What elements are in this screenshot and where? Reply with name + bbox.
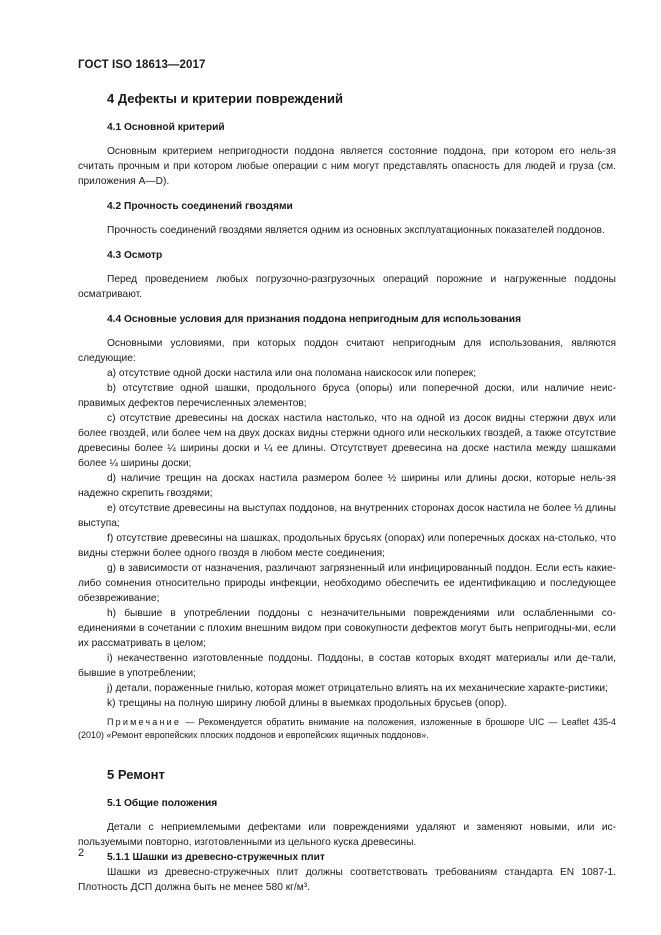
section-5-1-1-text: Шашки из древесно-стружечных плит должны соответствовать требованиям стандарта EN 1087-1. Плотность ДСП должна быть не менее 580 кг/м³. <box>78 867 616 893</box>
section-4-2-text: Прочность соединений гвоздями является одним из основных эксплуатационных показателей поддонов. <box>107 225 605 236</box>
section-4-4-intro: Основными условиями, при которых поддон считают непригодным для использования, являются следующие: <box>78 338 616 364</box>
section-4-3-title: 4.3 Осмотр <box>107 250 163 261</box>
list-item-e: e) отсутствие древесины на выступах поддонов, на внутренних сторонах досок настила не более ⅓ длины выступа; <box>78 503 616 529</box>
note <box>78 716 616 742</box>
section-4-1 <box>78 120 616 189</box>
section-5-1-title: 5.1 Общие положения <box>107 798 218 809</box>
list-item-i: i) некачественно изготовленные поддоны. Поддоны, в состав которых входят материалы или де-тали, бывшие в употреблении; <box>78 653 616 679</box>
section-4-title: 4 Дефекты и критерии повреждений <box>107 91 344 106</box>
page-number: 2 <box>78 847 85 859</box>
section-4-1-text: Основным критерием непригодности поддона является состояние поддона, при котором его нель-зя считать прочным и при котором любые операции с ним могут представлять опасность для людей и груза (см. приложения A—D). <box>78 146 616 187</box>
page-content <box>78 90 616 895</box>
section-4-3 <box>78 248 616 302</box>
list-item-j: j) детали, пораженные гнилью, которая может отрицательно влиять на их механические характе-ристики; <box>107 683 608 694</box>
section-5-1 <box>78 796 616 850</box>
list-item-a: a) отсутствие одной доски настила или она поломана наискосок или поперек; <box>107 368 477 379</box>
section-4-4 <box>78 312 616 742</box>
section-4-1-title: 4.1 Основной критерий <box>107 122 225 133</box>
note-text: — Рекомендуется обратить внимание на положения, изложенные в брошюре UIC — Leaflet 435-4 (2010) «Ремонт европейских плоских поддонов и европейских ящичных поддонов». <box>78 717 616 740</box>
section-5-1-1 <box>78 850 616 895</box>
section-5-title: 5 Ремонт <box>107 767 165 782</box>
section-5-1-text: Детали с неприемлемыми дефектами или повреждениями удаляют и заменяют новыми, или ис-пользуемыми повторно, изготовленными из цельного куска древесины. <box>78 822 616 848</box>
section-4-2 <box>78 199 616 238</box>
section-4-2-title: 4.2 Прочность соединений гвоздями <box>107 201 293 212</box>
list-item-g: g) в зависимости от назначения, различают загрязненный или инфицированный поддон. Если есть какие-либо сомнения относительно природы инфекции, необходимо обеспечить ее идентификацию и последующее обезвреживание; <box>78 563 616 604</box>
list-item-f: f) отсутствие древесины на шашках, продольных брусьях (опорах) или поперечных досках на-столько, что видны стержни более одного гвоздя в любом месте соединения; <box>78 533 616 559</box>
section-4-4-title: 4.4 Основные условия для признания поддона непригодным для использования <box>107 314 522 325</box>
list-item-c: c) отсутствие древесины на досках настила настолько, что на одной из досок видны стержни двух или более гвоздей, или более чем на двух досках видны стержни одного или нескольких гвоздей, а также отсутствие древесины более ¼ ширины доски и ¼ ее длины. Отсутствует древесина на доске настила между шашками более ¼ ширины доски; <box>78 413 616 469</box>
list-item-b: b) отсутствие одной шашки, продольного бруса (опоры) или поперечной доски, или наличие неис-правимых дефектов перечисленных элементов; <box>78 383 616 409</box>
list-item-k: k) трещины на полную ширину любой длины в выемках продольных брусьев (опор). <box>107 698 507 709</box>
list-item-d: d) наличие трещин на досках настила размером более ½ ширины или длины доски, которые нель-зя надежно скрепить гвоздями; <box>78 473 616 499</box>
section-5-1-1-title: 5.1.1 Шашки из древесно-стружечных плит <box>107 852 325 863</box>
list-item-h: h) бывшие в употреблении поддоны с незначительными повреждениями или ослабленными со-единениями в сочетании с плохим внешним видом при совокупности дефектов могут быть непригодны-ми, если их рассматривать в целом; <box>78 608 616 649</box>
section-4-3-text: Перед проведением любых погрузочно-разгрузочных операций порожние и нагруженные поддоны осматривают. <box>78 274 616 300</box>
standard-header: ГОСТ ISO 18613—2017 <box>78 59 206 71</box>
note-label: Примечание <box>107 717 182 727</box>
